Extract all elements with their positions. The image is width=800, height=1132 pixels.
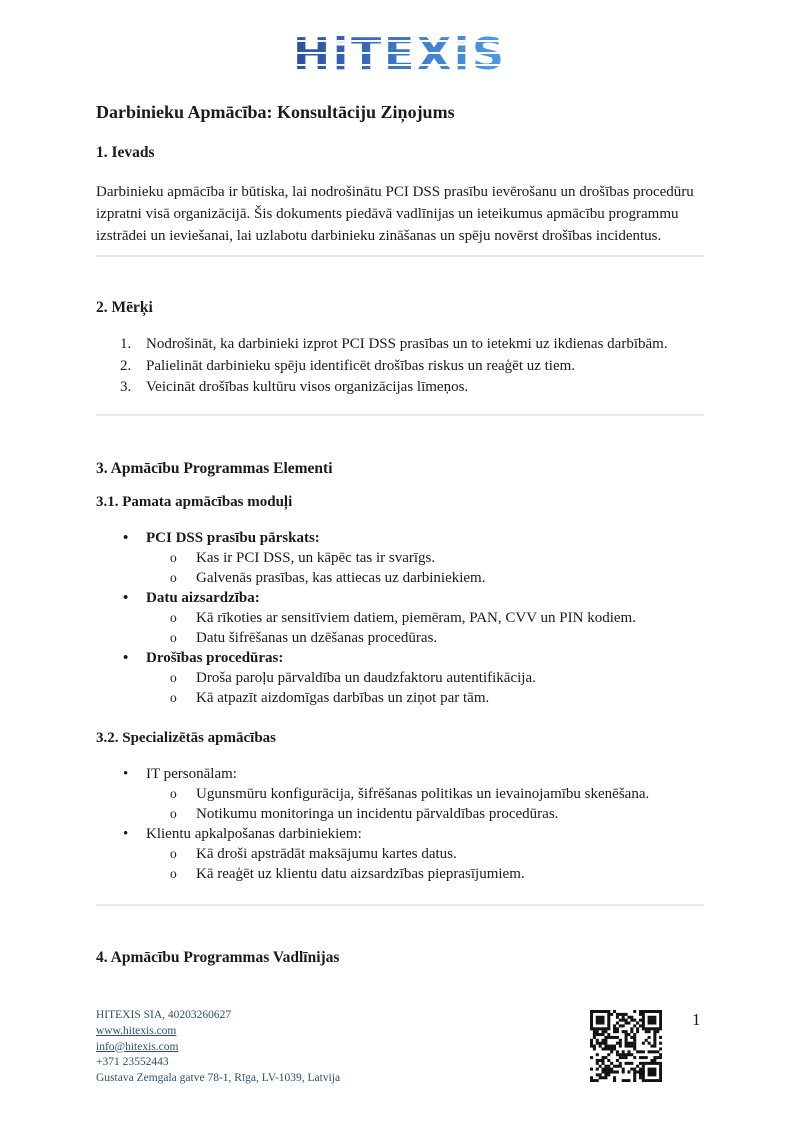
- list-item: o Galvenās prasības, kas attiecas uz darbiniekiem.: [96, 568, 704, 588]
- list-item: • Drošības procedūras:: [96, 648, 704, 668]
- list-item: • Klientu apkalpošanas darbiniekiem:: [96, 824, 704, 844]
- intro-paragraph: Darbinieku apmācība ir būtiska, lai nodrošinātu PCI DSS prasību ievērošanu un drošības procedūru izpratni visā organizācijā. Šis dokuments piedāvā vadlīnijas un ieteikumus apmācību programmu izstrādei un ieviešanai, lai uzlabotu darbinieku zināšanas un spēju novērst drošības incidentus.: [96, 184, 694, 244]
- list-item: o Kā rīkoties ar sensitīviem datiem, piemēram, PAN, CVV un PIN kodiem.: [96, 608, 704, 628]
- core-modules-list: [96, 528, 704, 708]
- list-item: o Kā reaģēt uz klientu datu aizsardzības pieprasījumiem.: [96, 864, 704, 884]
- footer-phone: +371 23552443: [96, 1056, 169, 1069]
- objectives-list: [96, 334, 704, 399]
- page-number: 1: [692, 1010, 701, 1029]
- list-item: o Datu šifrēšanas un dzēšanas procedūras.: [96, 628, 704, 648]
- list-item: Palielināt darbinieku spēju identificēt drošības riskus un reaģēt uz tiem.: [146, 357, 576, 374]
- divider: [96, 414, 704, 416]
- list-item: o Kā droši apstrādāt maksājumu kartes datus.: [96, 844, 704, 864]
- email-link[interactable]: info@hitexis.com: [96, 1040, 179, 1053]
- document-content: [96, 102, 704, 967]
- section-heading-elementi: 3. Apmācību Programmas Elementi: [96, 459, 333, 477]
- divider: [96, 904, 704, 906]
- footer-address: Gustava Zemgala gatve 78-1, Rīga, LV-1039, Latvija: [96, 1072, 341, 1085]
- section-heading-vadlinijas: 4. Apmācību Programmas Vadlīnijas: [96, 948, 340, 966]
- list-item: o Droša paroļu pārvaldība un daudzfaktoru autentifikācija.: [96, 668, 704, 688]
- list-item: o Ugunsmūru konfigurācija, šifrēšanas politikas un ievainojamību skenēšana.: [96, 784, 704, 804]
- list-item: • Datu aizsardzība:: [96, 588, 704, 608]
- subsection-heading-pamata-moduli: 3.1. Pamata apmācības moduļi: [96, 493, 293, 510]
- list-item: • IT personālam:: [96, 764, 704, 784]
- list-item: Veicināt drošības kultūru visos organizācijas līmeņos.: [146, 379, 469, 395]
- list-item: • PCI DSS prasību pārskats:: [96, 528, 704, 548]
- subsection-heading-specializetas: 3.2. Specializētās apmācības: [96, 729, 276, 746]
- specialized-training-list: [96, 764, 704, 884]
- list-item: o Kā atpazīt aizdomīgas darbības un ziņot par tām.: [96, 688, 704, 708]
- website-link[interactable]: www.hitexis.com: [96, 1024, 177, 1037]
- list-item: o Kas ir PCI DSS, un kāpēc tas ir svarīgs.: [96, 548, 704, 568]
- qr-code-image: [590, 1010, 662, 1082]
- list-item: o Notikumu monitoringa un incidentu pārvaldības procedūras.: [96, 804, 704, 824]
- document-title: Darbinieku Apmācība: Konsultāciju Ziņojums: [96, 102, 455, 122]
- hitexis-logo: HiTEXiS: [293, 29, 507, 80]
- page-footer: [96, 1008, 704, 1098]
- section-heading-ievads: 1. Ievads: [96, 144, 155, 161]
- footer-company: HITEXIS SIA, 40203260627: [96, 1009, 232, 1021]
- divider: [96, 255, 704, 257]
- list-item: Nodrošināt, ka darbinieki izprot PCI DSS prasības un to ietekmi uz ikdienas darbībām.: [146, 336, 668, 352]
- logo-container: [0, 0, 800, 90]
- section-heading-merki: 2. Mērķi: [96, 299, 153, 316]
